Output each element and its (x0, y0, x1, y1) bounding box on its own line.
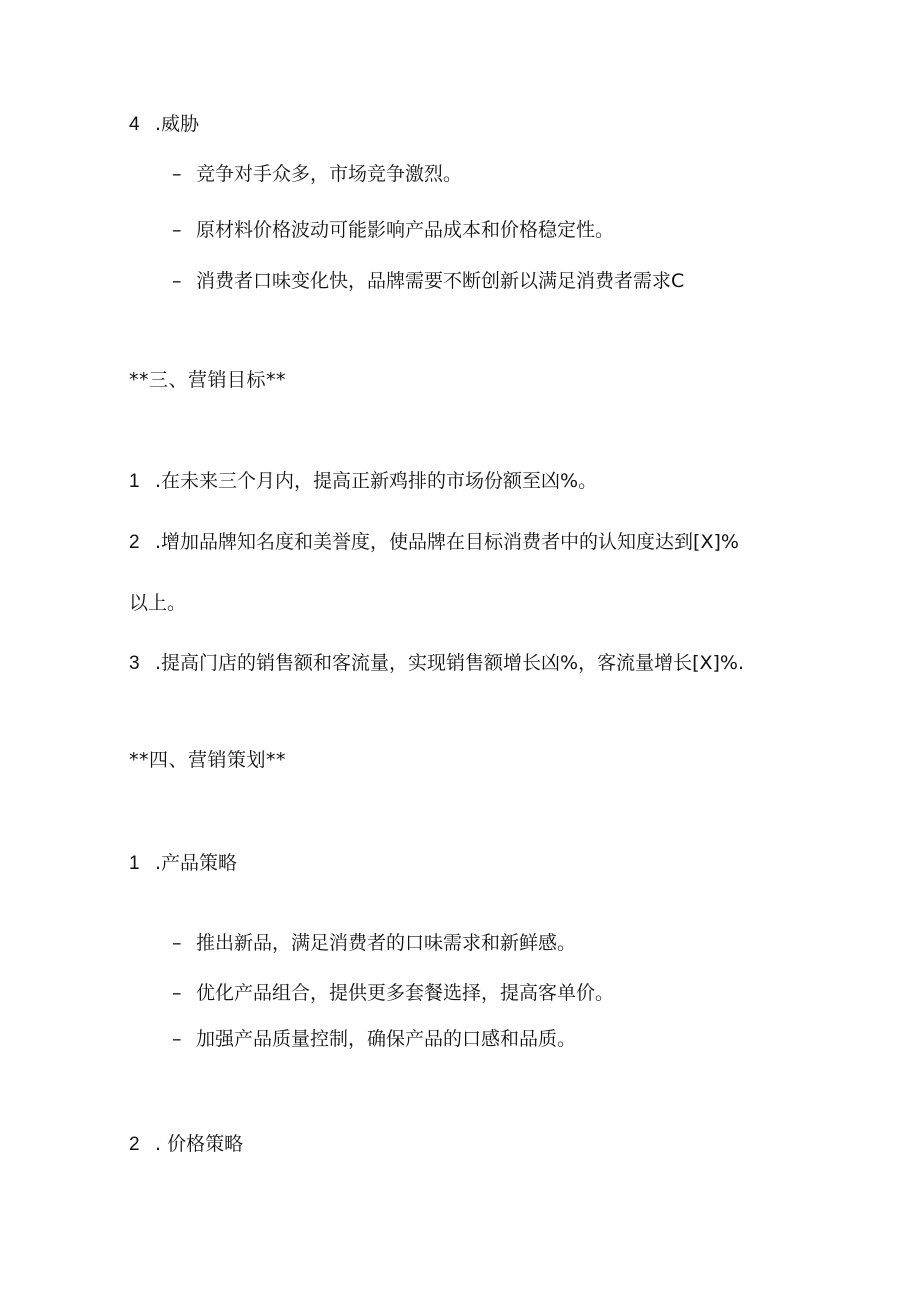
goal-text: .在未来三个月内，提高正新鸡排的市场份额至凶%。 (155, 470, 598, 492)
goals-heading: **三、营销目标** (129, 369, 287, 391)
price-strategy-heading (129, 1131, 243, 1158)
bullet-dash: – (172, 270, 182, 292)
bullet-dash: – (172, 219, 182, 241)
bullet-dash: – (172, 1028, 182, 1050)
goal-number: 3 (129, 653, 140, 674)
price-title: . 价格策略 (155, 1133, 244, 1155)
list-item (172, 161, 462, 187)
bullet-dash: – (172, 932, 182, 954)
product-strategy-heading (129, 850, 237, 877)
goal-item (129, 468, 597, 495)
threats-number: 4 (129, 114, 140, 135)
list-item (172, 980, 614, 1006)
goal-text: .增加品牌知名度和美誉度，使品牌在目标消费者中的认知度达到[X]% (155, 531, 739, 553)
goal-text: .提高门店的销售额和客流量，实现销售额增长凶%，客流量增长[X]%. (155, 652, 745, 674)
plan-heading: **四、营销策划** (129, 749, 287, 771)
threat-bullet-text: 原材料价格波动可能影响产品成本和价格稳定性。 (196, 219, 615, 241)
bullet-dash: – (172, 982, 182, 1004)
product-bullet-text: 优化产品组合，提供更多套餐选择，提高客单价。 (196, 982, 615, 1004)
threats-title: .威胁 (155, 113, 200, 135)
list-item (172, 217, 614, 243)
goal-number: 1 (129, 471, 140, 492)
goal-continuation: 以上。 (129, 592, 187, 614)
product-number: 1 (129, 853, 140, 874)
list-item (172, 268, 684, 294)
list-item (172, 1026, 576, 1052)
goal-number: 2 (129, 532, 140, 553)
product-title: .产品策略 (155, 852, 238, 874)
goal-item (129, 650, 744, 677)
threat-bullet-text: 竞争对手众多，市场竞争激烈。 (196, 163, 463, 185)
threats-heading (129, 111, 199, 138)
product-bullet-text: 推出新品，满足消费者的口味需求和新鲜感。 (196, 932, 577, 954)
bullet-dash: – (172, 163, 182, 185)
product-bullet-text: 加强产品质量控制，确保产品的口感和品质。 (196, 1028, 577, 1050)
price-number: 2 (129, 1134, 140, 1155)
list-item (172, 930, 576, 956)
threat-bullet-text: 消费者口味变化快，品牌需要不断创新以满足消费者需求C (196, 270, 685, 292)
goal-item (129, 529, 739, 556)
